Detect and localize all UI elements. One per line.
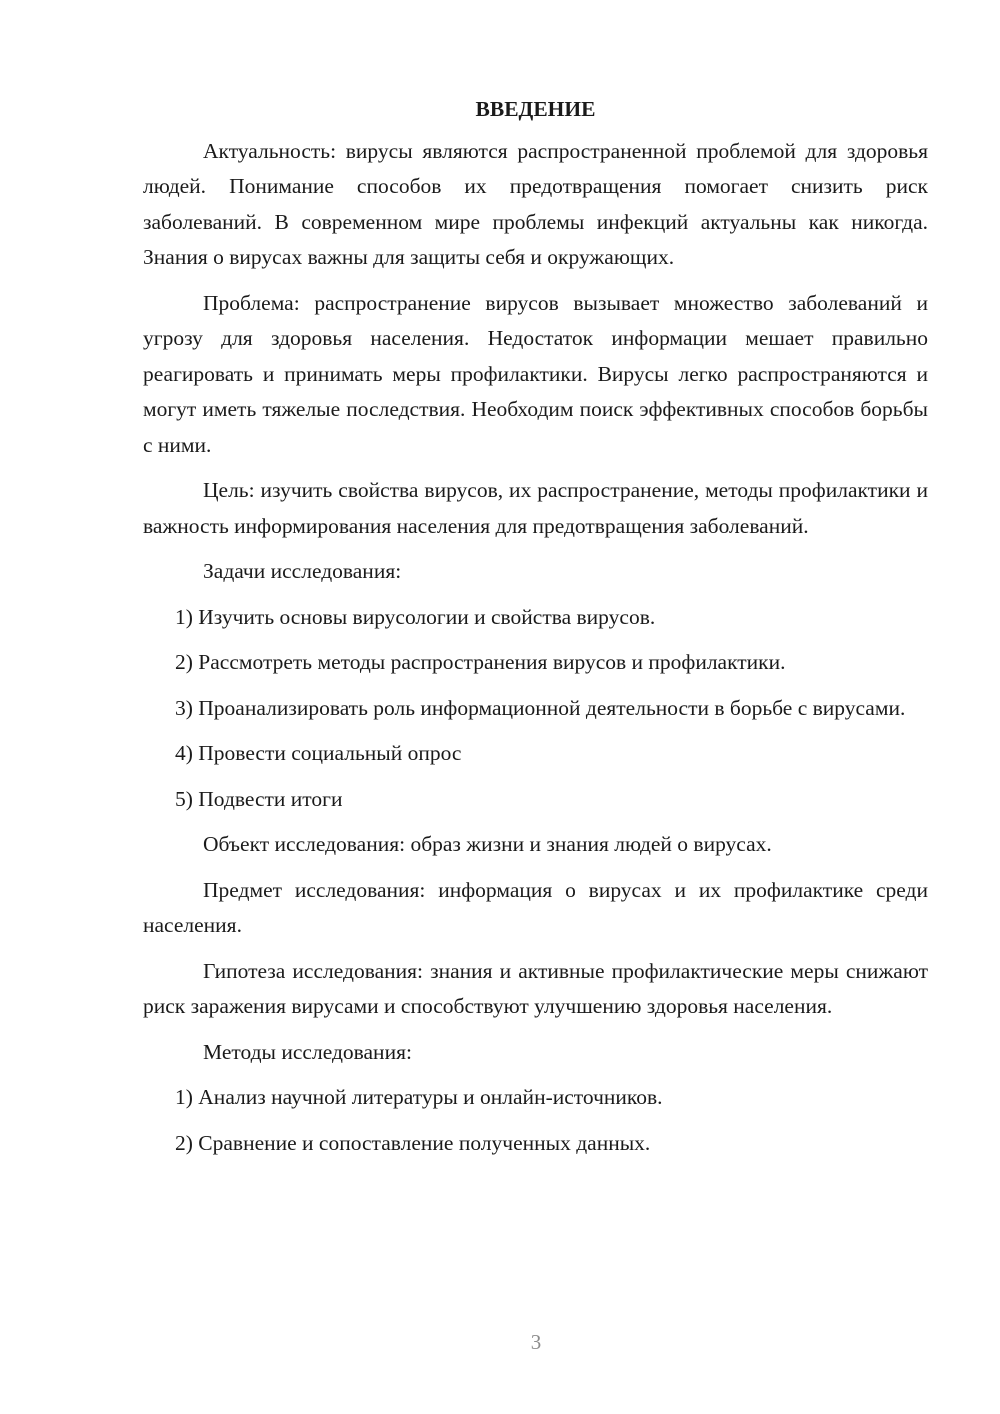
methods-heading: Методы исследования: (203, 1039, 412, 1064)
paragraph-hypothesis: Гипотеза исследования: знания и активные профилактические меры снижают риск заражения вирусами и способствуют улучшению здоровья населения. (143, 958, 928, 1018)
paragraph-goal: Цель: изучить свойства вирусов, их распространение, методы профилактики и важность информирования населения для предотвращения заболеваний. (143, 478, 928, 538)
task-item-4: 4) Провести социальный опрос (175, 741, 462, 765)
method-item-2: 2) Сравнение и сопоставление полученных данных. (175, 1130, 651, 1155)
task-item-3: 3) Проанализировать роль информационной деятельности в борьбе с вирусами. (175, 695, 906, 720)
paragraph-object: Объект исследования: образ жизни и знания людей о вирусах. (203, 832, 772, 856)
document-page (143, 92, 928, 1171)
document-title: ВВЕДЕНИЕ (475, 97, 596, 121)
paragraph-subject: Предмет исследования: информация о вирусах и их профилактике среди населения. (143, 877, 928, 937)
page-number: 3 (530, 1330, 542, 1354)
task-item-1: 1) Изучить основы вирусологии и свойства вирусов. (175, 604, 656, 629)
paragraph-problem: Проблема: распространение вирусов вызывает множество заболеваний и угрозу для здоровья населения. Недостаток информации мешает правильно реагировать и принимать меры профилактики. Вирусы легко распространяются и могут иметь тяжелые последствия. Необходим поиск эффективных способов борьбы с ними. (143, 290, 928, 457)
method-item-1: 1) Анализ научной литературы и онлайн-источников. (175, 1085, 663, 1109)
task-item-2: 2) Рассмотреть методы распространения вирусов и профилактики. (175, 650, 786, 674)
paragraph-relevance: Актуальность: вирусы являются распространенной проблемой для здоровья людей. Понимание способов их предотвращения помогает снизить риск заболеваний. В современном мире проблемы инфекций актуальны как никогда. Знания о вирусах важны для защиты себя и окружающих. (143, 138, 928, 269)
task-item-5: 5) Подвести итоги (175, 786, 343, 811)
tasks-heading: Задачи исследования: (203, 559, 402, 583)
